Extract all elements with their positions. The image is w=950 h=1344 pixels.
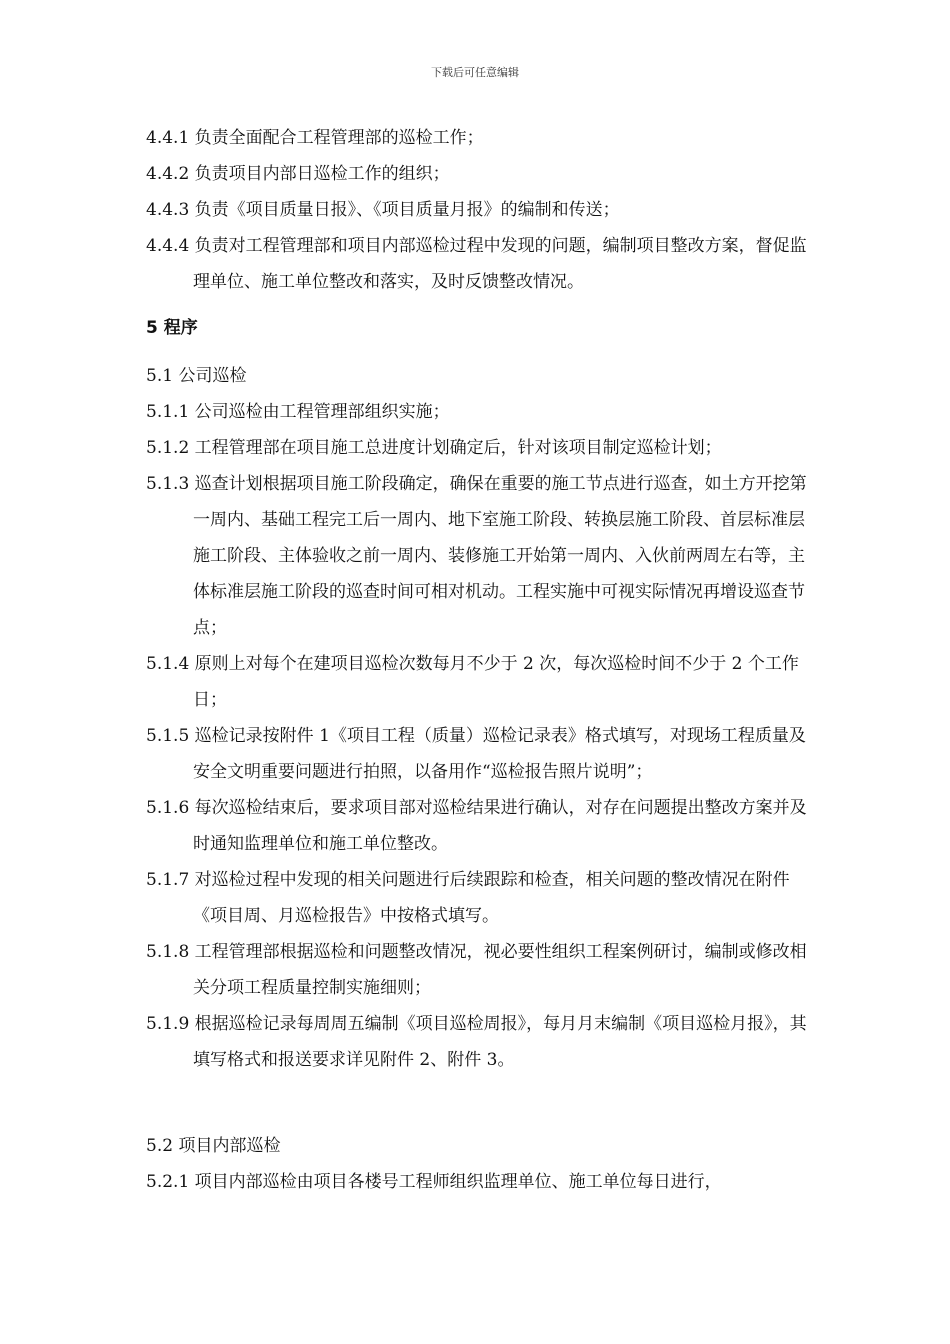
section-heading-5: 5 程序 bbox=[146, 318, 198, 338]
clause-4-4-1: 4.4.1 负责全面配合工程管理部的巡检工作； bbox=[146, 128, 484, 148]
clause-5-1-5: 5.1.5 巡检记录按附件 1《项目工程（质量）巡检记录表》格式填写，对现场工程质量及安全文明重要问题进行拍照，以备用作“巡检报告照片说明”； bbox=[146, 726, 806, 782]
clause-5-1-9: 5.1.9 根据巡检记录每周周五编制《项目巡检周报》，每月月末编制《项目巡检月报》，其填写格式和报送要求详见附件 2、附件 3。 bbox=[146, 1014, 807, 1070]
document-body bbox=[146, 120, 816, 1200]
spacer bbox=[146, 1078, 816, 1128]
page-header: 下载后可任意编辑 bbox=[431, 66, 519, 79]
clause-5-1-2: 5.1.2 工程管理部在项目施工总进度计划确定后，针对该项目制定巡检计划； bbox=[146, 438, 722, 458]
clause-5-1-4: 5.1.4 原则上对每个在建项目巡检次数每月不少于 2 次，每次巡检时间不少于 2 个工作日； bbox=[146, 654, 799, 710]
clause-4-4-3: 4.4.3 负责《项目质量日报》、《项目质量月报》的编制和传送； bbox=[146, 200, 620, 220]
clause-4-4-4: 4.4.4 负责对工程管理部和项目内部巡检过程中发现的问题，编制项目整改方案，督促监理单位、施工单位整改和落实，及时反馈整改情况。 bbox=[146, 236, 807, 292]
subsection-5-2: 5.2 项目内部巡检 bbox=[146, 1136, 281, 1156]
clause-5-1-7: 5.1.7 对巡检过程中发现的相关问题进行后续跟踪和检查，相关问题的整改情况在附件《项目周、月巡检报告》中按格式填写。 bbox=[146, 870, 790, 926]
clause-5-1-6: 5.1.6 每次巡检结束后，要求项目部对巡检结果进行确认，对存在问题提出整改方案并及时通知监理单位和施工单位整改。 bbox=[146, 798, 807, 854]
clause-5-1-8: 5.1.8 工程管理部根据巡检和问题整改情况，视必要性组织工程案例研讨，编制或修改相关分项工程质量控制实施细则； bbox=[146, 942, 807, 998]
clause-5-1-1: 5.1.1 公司巡检由工程管理部组织实施； bbox=[146, 402, 450, 422]
clause-5-2-1: 5.2.1 项目内部巡检由项目各楼号工程师组织监理单位、施工单位每日进行， bbox=[146, 1172, 722, 1192]
clause-4-4-2: 4.4.2 负责项目内部日巡检工作的组织； bbox=[146, 164, 450, 184]
clause-5-1-3: 5.1.3 巡查计划根据项目施工阶段确定，确保在重要的施工节点进行巡查，如土方开挖第一周内、基础工程完工后一周内、地下室施工阶段、转换层施工阶段、首层标准层施工阶段、主体验收之前一周内、装修施工开始第一周内、入伙前两周左右等，主体标准层施工阶段的巡查时间可相对机动。工程实施中可视实际情况再增设巡查节点； bbox=[146, 474, 807, 638]
subsection-5-1: 5.1 公司巡检 bbox=[146, 366, 247, 386]
